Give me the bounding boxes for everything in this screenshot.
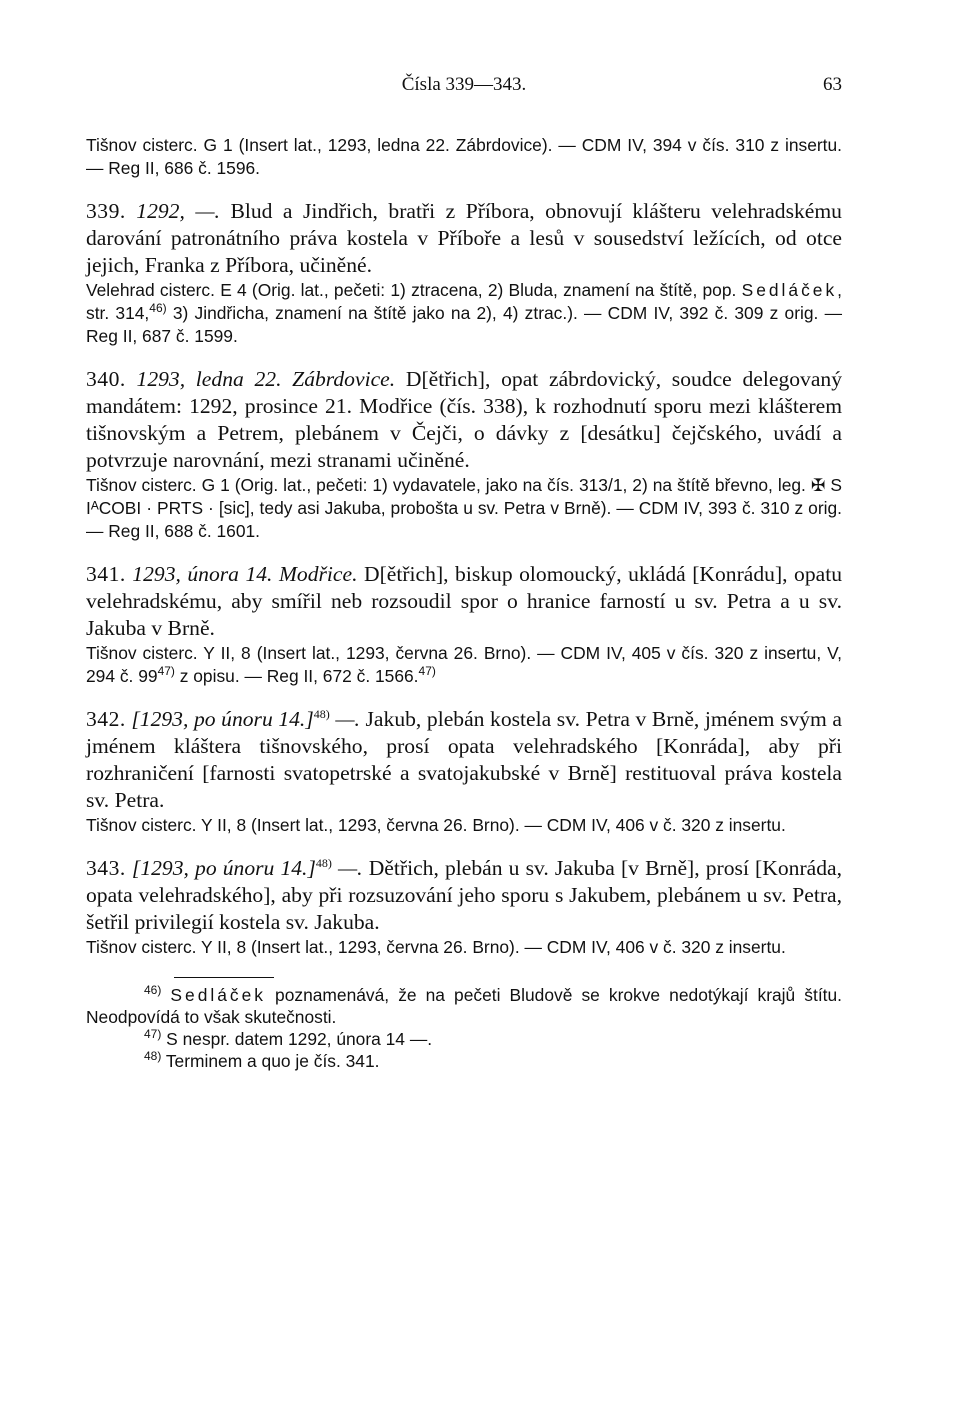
footnote-divider (174, 977, 274, 978)
footnote-text: S nespr. datem 1292, února 14 —. (161, 1029, 433, 1049)
note-part: Velehrad cisterc. E 4 (Orig. lat., pečeti: 1) ztracena, 2) Bluda, znamení na štítě, pop. (86, 280, 737, 300)
entry-number: 340. (86, 367, 126, 391)
footnote-47 (86, 1028, 842, 1050)
entry-note: Tišnov cisterc. Y II, 8 (Insert lat., 1293, června 26. Brno). — CDM IV, 406 v č. 320 z insertu. (86, 937, 786, 957)
page-header (86, 60, 842, 100)
entry-note: Tišnov cisterc. G 1 (Orig. lat., pečeti: 1) vydavatele, jako na čís. 313/1, 2) na štítě břevno, leg. ✠ S IᴬCOBI · PRTS · [sic], tedy asi Jakuba, probošta u sv. Petra v Brně). — CDM IV, 393 č. 310 z orig. — Reg II, 688 č. 1601. (86, 475, 842, 541)
entry-342 (86, 706, 842, 837)
entry-text (86, 855, 842, 936)
footnotes (86, 977, 842, 1072)
entry-number: 339. (86, 199, 126, 223)
entry-body: Dětřich, plebán u sv. Jakuba [v Brně], prosí [Konráda, opata velehradského], aby při rozsuzování jeho sporu s Jakubem, plebánem u sv. Petra, šetřil privilegií kostela sv. Jakuba. (86, 856, 842, 934)
entry-body: Blud a Jindřich, bratři z Příbora, obnovují klášteru velehradskému darování patronátního práva kostela v Příboře a lesů v sousedství ležících, od otce jejich, Franka z Příbora, učiněné. (86, 199, 842, 277)
entry-date: 1293, ledna 22. Zábrdovice. (136, 367, 396, 391)
entry-text (86, 198, 842, 279)
footnote-marker: 46) (144, 983, 162, 998)
entry-date: [1293, po únoru 14.] (131, 856, 316, 880)
entry-340 (86, 366, 842, 543)
entry-date-end: —. (331, 856, 363, 880)
intro-note: Tišnov cisterc. G 1 (Insert lat., 1293, ledna 22. Zábrdovice). — CDM IV, 394 v čís. 310 z insertu. — Reg II, 686 č. 1596. (86, 135, 842, 178)
page-number: 63 (823, 74, 842, 95)
note-author: Sedláček (741, 280, 838, 300)
footnote-ref: 47) (418, 664, 436, 679)
entry-date: 1292, —. (136, 199, 220, 223)
footnote-author: Sedláček (170, 985, 266, 1005)
entry-body: Jakub, plebán kostela sv. Petra v Brně, jménem svým a jménem kláštera tišnovského, prosí opata velehradského [Konráda], aby při rozhraničení [farnosti svatopetrské a svatojakubské v Brně] restituoval práva kostela sv. Petra. (86, 707, 843, 812)
entry-date: [1293, po únoru 14.] (131, 707, 314, 731)
footnote-ref: 46) (149, 301, 167, 316)
footnote-46 (86, 984, 842, 1028)
note-part: , str. 314, (86, 280, 842, 323)
entry-body: D[ětřich], opat zábrdovický, soudce delegovaný mandátem: 1292, prosince 21. Modřice (čís. 338), k rozhodnutí sporu mezi klášterem tišnovským a Petrem, plebánem v Čejči, o dávky z [desátku] čejčského, uvádí a potvrzuje narovnání, mezi stranami učiněné. (86, 367, 843, 472)
entry-date-end: —. (329, 707, 360, 731)
footnote-ref: 47) (157, 664, 175, 679)
entry-number: 342. (86, 707, 126, 731)
entry-text (86, 561, 842, 642)
footnote-text: Terminem a quo je čís. 341. (161, 1051, 380, 1071)
entry-body: D[ětřich], biskup olomoucký, ukládá [Konrádu], opatu velehradskému, aby smířil neb rozsoudil spor o hranice farností u sv. Petra a u sv. Jakuba v Brně. (86, 562, 843, 640)
entry-text (86, 706, 842, 814)
running-title: Čísla 339—343. (401, 74, 527, 95)
entry-number: 343. (86, 856, 126, 880)
footnote-marker: 48) (144, 1049, 162, 1064)
note-part: Tišnov cisterc. Y II, 8 (Insert lat., 1293, června 26. Brno). — CDM IV, 405 v čís. 320 z insertu, V, 294 č. 99 (86, 643, 842, 686)
footnote-ref: 48) (313, 706, 330, 721)
note-part: 3) Jindřicha, znamení na štítě jako na 2), 4) ztrac.). — CDM IV, 392 č. 309 z orig. — Reg II, 687 č. 1599. (86, 303, 842, 346)
note-part: z opisu. — Reg II, 672 č. 1566. (174, 666, 419, 686)
entry-number: 341. (86, 562, 126, 586)
entry-note (86, 642, 842, 688)
footnote-48 (86, 1050, 842, 1072)
entry-note (86, 279, 842, 348)
entry-341 (86, 561, 842, 688)
entry-note: Tišnov cisterc. Y II, 8 (Insert lat., 1293, června 26. Brno). — CDM IV, 406 v č. 320 z insertu. (86, 815, 786, 835)
footnote-text: poznamenává, že na pečeti Bludově se krokve nedotýkají krajů štítu. Neodpovídá to však skutečnosti. (86, 985, 842, 1027)
entry-text (86, 366, 842, 474)
entry-343 (86, 855, 842, 959)
entry-date: 1293, února 14. Modřice. (132, 562, 358, 586)
footnote-ref: 48) (315, 855, 332, 870)
footnote-marker: 47) (144, 1027, 162, 1042)
entry-339 (86, 198, 842, 348)
